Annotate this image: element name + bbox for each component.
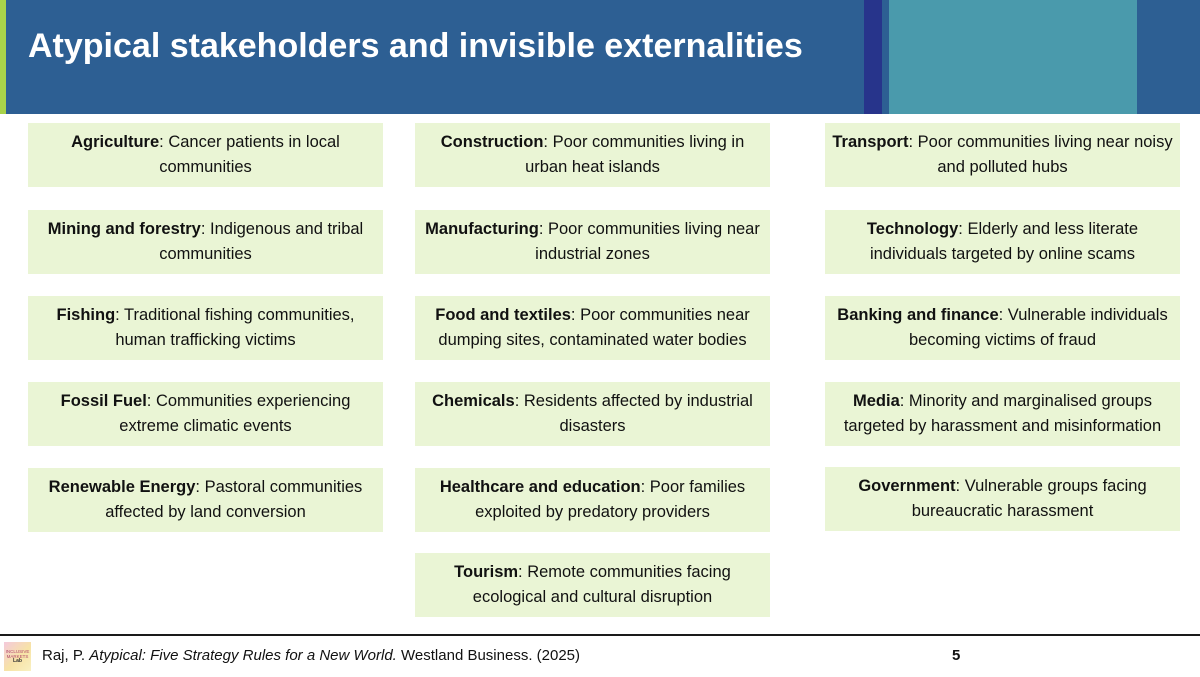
header-accent-bar [0, 0, 6, 114]
sector-name: Tourism [454, 563, 519, 581]
stakeholder-card-healthcare-education [415, 468, 770, 532]
citation-author: Raj, P. [42, 647, 90, 664]
stakeholder-text: : Traditional fishing communities, human trafficking victims [115, 306, 355, 349]
stakeholder-text: : Residents affected by industrial disasters [514, 392, 753, 435]
stakeholder-text: : Poor communities near dumping sites, contaminated water bodies [438, 306, 750, 349]
stakeholder-text: : Remote communities facing ecological and cultural disruption [472, 563, 731, 606]
stakeholder-card-renewable-energy [28, 468, 383, 532]
logo-text-line: INCLUSIVE [5, 649, 30, 654]
stakeholder-text: : Poor communities living near noisy and polluted hubs [908, 133, 1173, 176]
sector-name: Manufacturing [425, 220, 539, 238]
stakeholder-text: : Vulnerable individuals becoming victims of fraud [908, 306, 1168, 349]
stakeholder-card-transport [825, 123, 1180, 187]
stakeholder-card-fossil-fuel [28, 382, 383, 446]
stakeholder-card-technology [825, 210, 1180, 274]
stakeholder-card-fishing [28, 296, 383, 360]
stakeholder-card-construction [415, 123, 770, 187]
stakeholder-card-mining-forestry [28, 210, 383, 274]
sector-name: Banking and finance [837, 306, 999, 324]
slide-header [0, 0, 1200, 114]
logo-text-line: Lab [13, 658, 22, 664]
sector-name: Chemicals [432, 392, 515, 410]
stakeholder-card-chemicals [415, 382, 770, 446]
inclusive-markets-lab-logo [4, 642, 31, 671]
stakeholder-text: : Minority and marginalised groups targeted by harassment and misinformation [843, 392, 1162, 435]
page-number: 5 [952, 647, 961, 664]
stakeholder-card-agriculture [28, 123, 383, 187]
citation-publisher: Westland Business. (2025) [396, 647, 581, 664]
citation-book-title: Atypical: Five Strategy Rules for a New World. [89, 647, 397, 664]
slide-footer [0, 636, 1200, 677]
sector-name: Healthcare and education [439, 478, 641, 496]
slide-title: Atypical stakeholders and invisible externalities [28, 27, 803, 65]
sector-name: Fishing [56, 306, 116, 324]
stakeholder-text: : Indigenous and tribal communities [159, 220, 364, 263]
sector-name: Food and textiles [435, 306, 571, 324]
stakeholder-text: : Elderly and less literate individuals targeted by online scams [869, 220, 1139, 263]
stakeholder-text: : Poor communities living near industrial zones [535, 220, 760, 263]
citation [42, 647, 580, 664]
sector-name: Media [853, 392, 900, 410]
logo-text-line: MARKETS [6, 654, 29, 659]
sector-name: Transport [832, 133, 909, 151]
stakeholder-card-government [825, 467, 1180, 531]
sector-name: Agriculture [71, 133, 160, 151]
stakeholder-text: : Vulnerable groups facing bureaucratic harassment [911, 477, 1147, 520]
stakeholder-card-manufacturing [415, 210, 770, 274]
sector-name: Construction [440, 133, 544, 151]
stakeholder-card-food-textiles [415, 296, 770, 360]
header-teal-block [889, 0, 1137, 114]
stakeholder-card-media [825, 382, 1180, 446]
stakeholder-card-tourism [415, 553, 770, 617]
sector-name: Renewable Energy [48, 478, 196, 496]
stakeholder-text: : Poor communities living in urban heat islands [525, 133, 745, 176]
stakeholder-card-banking-finance [825, 296, 1180, 360]
stakeholder-text: : Pastoral communities affected by land conversion [105, 478, 363, 521]
sector-name: Technology [866, 220, 959, 238]
stakeholder-text: : Cancer patients in local communities [159, 133, 340, 176]
stakeholder-text: : Communities experiencing extreme climatic events [119, 392, 351, 435]
header-navy-strip [864, 0, 882, 114]
stakeholder-text: : Poor families exploited by predatory providers [475, 478, 746, 521]
sector-name: Mining and forestry [47, 220, 201, 238]
sector-name: Fossil Fuel [60, 392, 147, 410]
sector-name: Government [858, 477, 956, 495]
